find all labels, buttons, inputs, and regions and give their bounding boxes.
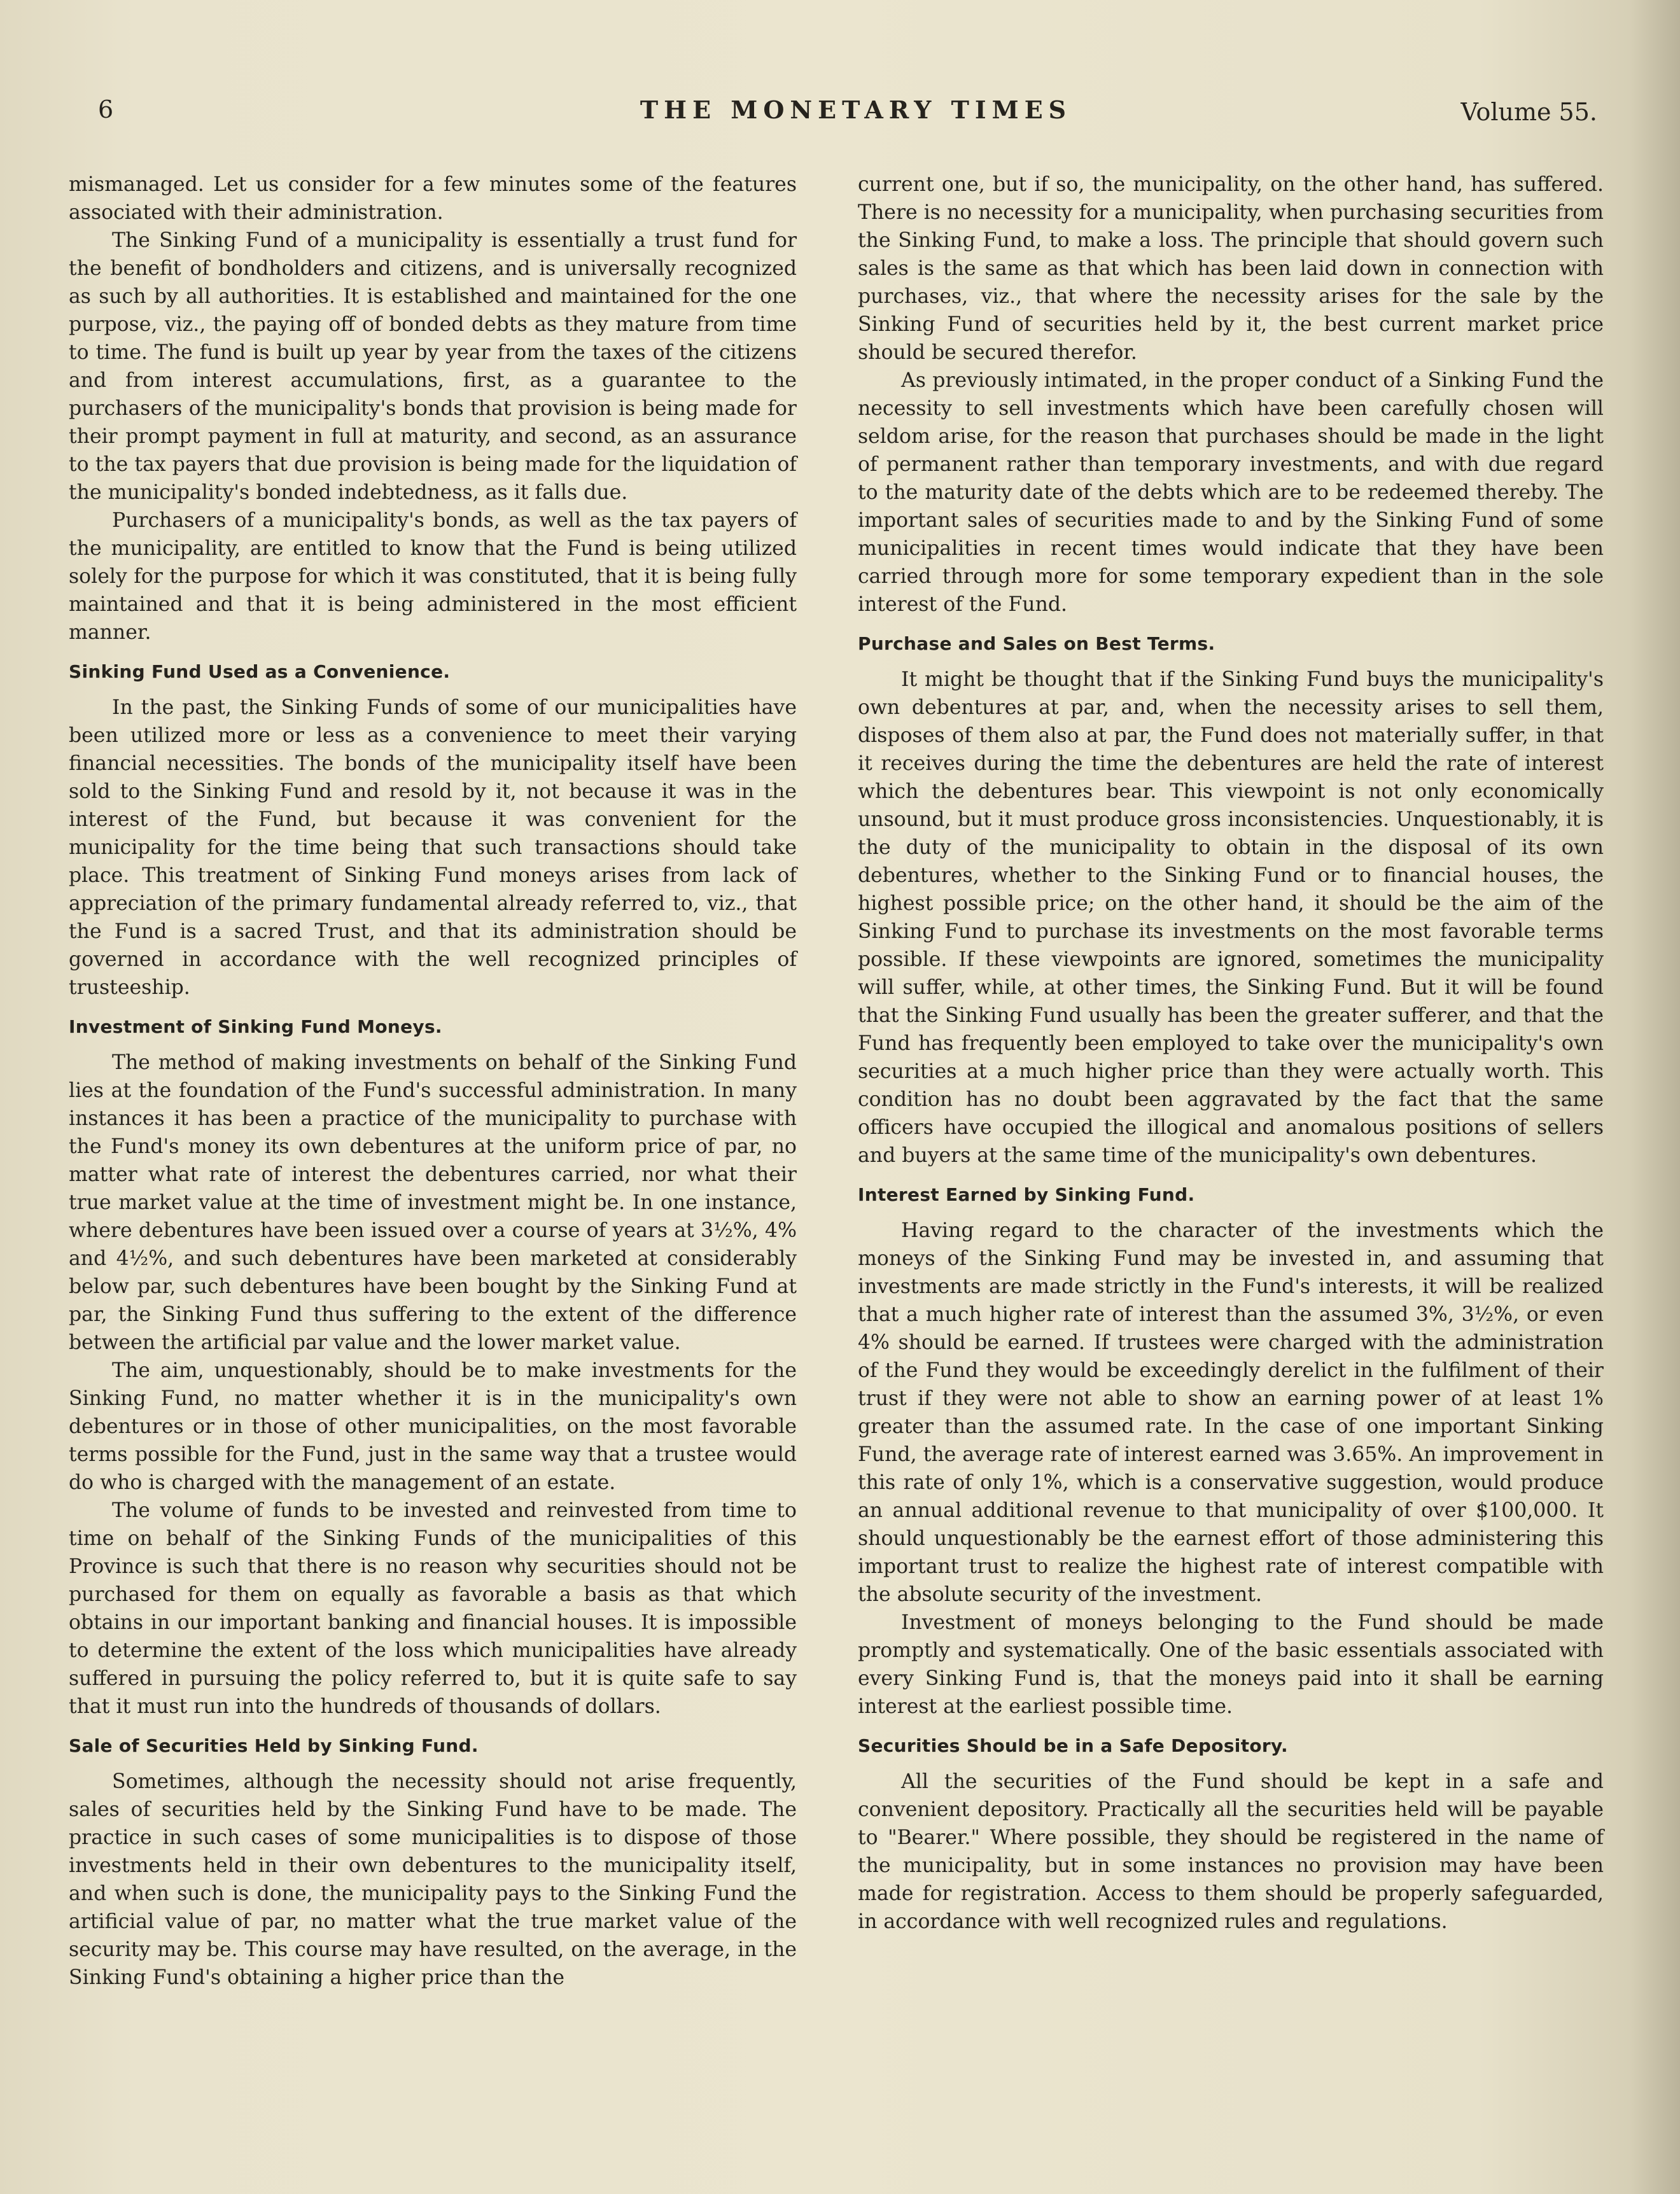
paragraph: The Sinking Fund of a municipality is essentially a trust fund for the benefit of bondholders and citizens, and is universally recognized as such by all authorities. It is established and maintained for the one purpose, viz., the paying off of bonded debts as they mature from time to time. The fund is built up year by year from the taxes of the citizens and from interest accumulations, first, as a guarantee to the purchasers of the municipality's bonds that provision is being made for their prompt payment in full at maturity, and second, as an assurance to the tax payers that due provision is being made for the liquidation of the municipality's bonded indebtedness, as it falls due. — [69, 229, 797, 504]
paragraph: The method of making investments on behalf of the Sinking Fund lies at the foundation of the Fund's successful administration. In many instances it has been a practice of the municipality to purchase with the Fund's money its own debentures at the uniform price of par, no matter what rate of interest the debentures carried, nor what their true market value at the time of investment might be. In one instance, where debentures have been issued over a course of years at 3½%, 4% and 4½%, and such debentures have been marketed at considerably below par, such debentures have been bought by the Sinking Fund at par, the Sinking Fund thus suffering to the extent of the difference between the artificial par value and the lower market value. — [69, 1051, 797, 1354]
section-heading: Investment of Sinking Fund Moneys. — [69, 1016, 442, 1037]
paragraph: The aim, unquestionably, should be to make investments for the Sinking Fund, no matter whether it is in the municipality's own debentures or in those of other municipalities, on the most favorable terms possible for the Fund, just in the same way that a trustee would do who is charged with the management of an estate. — [69, 1359, 797, 1494]
paragraph: In the past, the Sinking Funds of some of our municipalities have been utilized more or less as a convenience to meet their varying financial necessities. The bonds of the municipality itself have been sold to the Sinking Fund and resold by it, not because it was in the interest of the Fund, but because it was convenient for the municipality for the time being that such transactions should take place. This treatment of Sinking Fund moneys arises from lack of appreciation of the primary fundamental already referred to, viz., that the Fund is a sacred Trust, and that its administration should be governed in accordance with the well recognized principles of trusteeship. — [69, 696, 797, 999]
paragraph: Sometimes, although the necessity should not arise frequently, sales of securities held by the Sinking Fund have to be made. The practice in such cases of some municipalities is to dispose of those investments held in their own debentures to the municipality itself, and when such is done, the municipality pays to the Sinking Fund the artificial value of par, no matter what the true market value of the security may be. This course may have resulted, on the average, in the Sinking Fund's obtaining a higher price than the — [69, 1770, 797, 1989]
paragraph: current one, but if so, the municipality, on the other hand, has suffered. There is no necessity for a municipality, when purchasing securities from the Sinking Fund, to make a loss. The principle that should govern such sales is the same as that which has been laid down in connection with purchases, viz., that where the necessity arises for the sale by the Sinking Fund of securities held by it, the best current market price should be secured therefor. — [858, 173, 1604, 364]
page-number: 6 — [98, 95, 114, 123]
section-heading: Securities Should be in a Safe Depository. — [858, 1735, 1288, 1756]
paragraph: All the securities of the Fund should be kept in a safe and convenient depository. Practically all the securities held will be payable to "Bearer." Where possible, they should be registered in the name of the municipality, but in some instances no provision may have been made for registration. Access to them should be properly safeguarded, in accordance with well recognized rules and regulations. — [858, 1770, 1604, 1933]
section-heading: Purchase and Sales on Best Terms. — [858, 633, 1215, 654]
left-column — [69, 171, 797, 1992]
paragraph: It might be thought that if the Sinking Fund buys the municipality's own debentures at par, and, when the necessity arises to sell them, disposes of them also at par, the Fund does not materially suffer, in that it receives during the time the debentures are held the rate of interest which the debentures bear. This viewpoint is not only economically unsound, but it must produce gross inconsistencies. Unquestionably, it is the duty of the municipality to obtain in the disposal of its own debentures, whether to the Sinking Fund or to financial houses, the highest possible price; on the other hand, it should be the aim of the Sinking Fund to purchase its investments on the most favorable terms possible. If these viewpoints are ignored, sometimes the municipality will suffer, while, at other times, the Sinking Fund. But it will be found that the Sinking Fund usually has been the greater sufferer, and that the Fund has frequently been employed to take over the municipality's own securities at a much higher price than they were actually worth. This condition has no doubt been aggravated by the fact that the same officers have occupied the illogical and anomalous positions of sellers and buyers at the same time of the municipality's own debentures. — [858, 668, 1604, 1167]
publication-title: THE MONETARY TIMES — [640, 95, 1072, 124]
paragraph: mismanaged. Let us consider for a few minutes some of the features associated with their administration. — [69, 173, 797, 224]
right-column — [858, 171, 1604, 1936]
paragraph: As previously intimated, in the proper conduct of a Sinking Fund the necessity to sell investments which have been carefully chosen will seldom arise, for the reason that purchases should be made in the light of permanent rather than temporary investments, and with due regard to the maturity date of the debts which are to be redeemed thereby. The important sales of securities made to and by the Sinking Fund of some municipalities in recent times would indicate that they have been carried through more for some temporary expedient than in the sole interest of the Fund. — [858, 369, 1604, 616]
paragraph: Investment of moneys belonging to the Fund should be made promptly and systematically. One of the basic essentials associated with every Sinking Fund is, that the moneys paid into it shall be earning interest at the earliest possible time. — [858, 1611, 1604, 1718]
paragraph: The volume of funds to be invested and reinvested from time to time on behalf of the Sinking Funds of the municipalities of this Province is such that there is no reason why securities should not be purchased for them on equally as favorable a basis as that which obtains in our important banking and financial houses. It is impossible to determine the extent of the loss which municipalities have already suffered in pursuing the policy referred to, but it is quite safe to say that it must run into the hundreds of thousands of dollars. — [69, 1499, 797, 1718]
page-header — [95, 95, 1616, 140]
section-heading: Sinking Fund Used as a Convenience. — [69, 661, 451, 682]
volume-label: Volume 55. — [1460, 98, 1597, 126]
paragraph: Purchasers of a municipality's bonds, as well as the tax payers of the municipality, are entitled to know that the Fund is being utilized solely for the purpose for which it was constituted, that it is being fully maintained and that it is being administered in the most efficient manner. — [69, 509, 797, 644]
paragraph: Having regard to the character of the investments which the moneys of the Sinking Fund may be invested in, and assuming that investments are made strictly in the Fund's interests, it will be realized that a much higher rate of interest than the assumed 3%, 3½%, or even 4% should be earned. If trustees were charged with the administration of the Fund they would be exceedingly derelict in the fulfilment of their trust if they were not able to show an earning power of at least 1% greater than the assumed rate. In the case of one important Sinking Fund, the average rate of interest earned was 3.65%. An improvement in this rate of only 1%, which is a conservative suggestion, would produce an annual additional revenue to that municipality of over $100,000. It should unquestionably be the earnest effort of those administering this important trust to realize the highest rate of interest compatible with the absolute security of the investment. — [858, 1219, 1604, 1606]
section-heading: Interest Earned by Sinking Fund. — [858, 1184, 1195, 1205]
section-heading: Sale of Securities Held by Sinking Fund. — [69, 1735, 479, 1756]
